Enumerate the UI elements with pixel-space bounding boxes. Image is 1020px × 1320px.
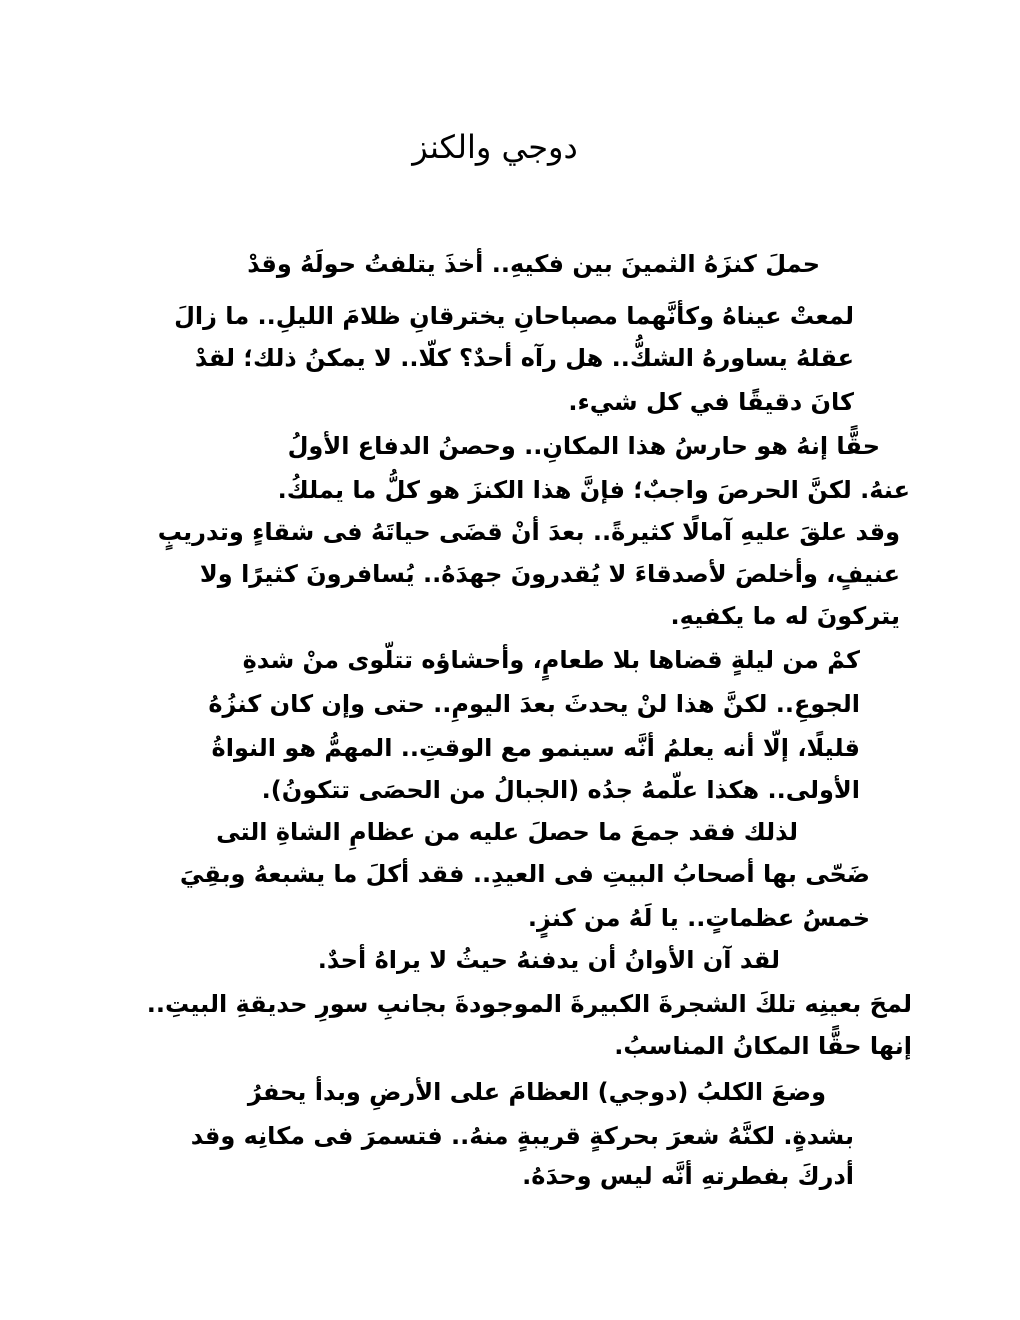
story-line: لقد آن الأوانُ أن يدفنهُ حيثُ لا يراهُ أحدٌ. xyxy=(317,946,780,974)
story-line: كمْ من ليلةٍ قضاها بلا طعامٍ، وأحشاؤه تتلّوى منْ شدةِ xyxy=(242,646,860,674)
story-line: عنيفٍ، وأخلصَ لأصدقاءَ لا يُقدرونَ جهدَهُ.. يُسافرونَ كثيرًا ولا xyxy=(199,560,900,588)
story-line: وضعَ الكلبُ (دوجي) العظامَ على الأرضِ وبدأ يحفرُ xyxy=(247,1078,826,1106)
story-line: وقد علقَ عليهِ آمالًا كثيرةً.. بعدَ أنْ قضَى حياتَهُ فى شقاءٍ وتدريبٍ xyxy=(157,518,900,546)
story-line: حقًّا إنهُ هو حارسُ هذا المكانِ.. وحصنُ الدفاع الأولُ xyxy=(287,432,880,460)
story-line: حملَ كنزَهُ الثمينَ بين فكيهِ.. أخذَ يتلفتُ حولَهُ وقدْ xyxy=(247,250,820,278)
story-line: إنها حقًّا المكانُ المناسبُ. xyxy=(614,1032,912,1060)
story-line: خمسُ عظماتٍ.. يا لَهُ من كنزٍ. xyxy=(527,904,870,932)
story-line: بشدةٍ. لكنَّهُ شعرَ بحركةٍ قريبةٍ منهُ.. فتسمرَ فى مكانِه وقد xyxy=(190,1122,854,1150)
story-line: عقلهُ يساورهُ الشكُّ.. هل رآه أحدٌ؟ كلّا.. لا يمكنُ ذلك؛ لقدْ xyxy=(194,344,854,372)
story-line: لمحَ بعينِه تلكَ الشجرةَ الكبيرةَ الموجودةَ بجانبِ سورِ حديقةِ البيتِ.. xyxy=(146,990,912,1018)
story-line: كانَ دقيقًا في كل شيء. xyxy=(568,388,854,416)
story-line: الأولى.. هكذا علّمهُ جدُه (الجبالُ من الحصَى تتكونُ). xyxy=(261,776,860,804)
story-line: يتركونَ له ما يكفيهِ. xyxy=(670,602,900,630)
story-line: لذلك فقد جمعَ ما حصلَ عليه من عظامِ الشاةِ التى xyxy=(216,818,798,846)
story-line: قليلًا، إلّا أنه يعلمُ أنَّه سينمو مع الوقتِ.. المهمُّ هو النواةُ xyxy=(211,734,860,762)
story-line: الجوعِ.. لكنَّ هذا لنْ يحدثَ بعدَ اليومِ.. حتى وإن كان كنزُهُ xyxy=(208,690,860,718)
story-line: عنهُ. لكنَّ الحرصَ واجبٌ؛ فإنَّ هذا الكنزَ هو كلُّ ما يملكُ. xyxy=(277,476,910,504)
page-title: دوجي والكنز xyxy=(412,128,578,166)
story-line: لمعتْ عيناهُ وكأنَّهما مصباحانِ يخترقانِ ظلامَ الليلِ.. ما زالَ xyxy=(174,302,854,330)
story-line: ضَحّى بها أصحابُ البيتِ فى العيدِ.. فقد أكلَ ما يشبعهُ وبقِيَ xyxy=(179,860,870,888)
story-line: أدركَ بفطرتهِ أنَّه ليس وحدَهُ. xyxy=(522,1162,854,1190)
